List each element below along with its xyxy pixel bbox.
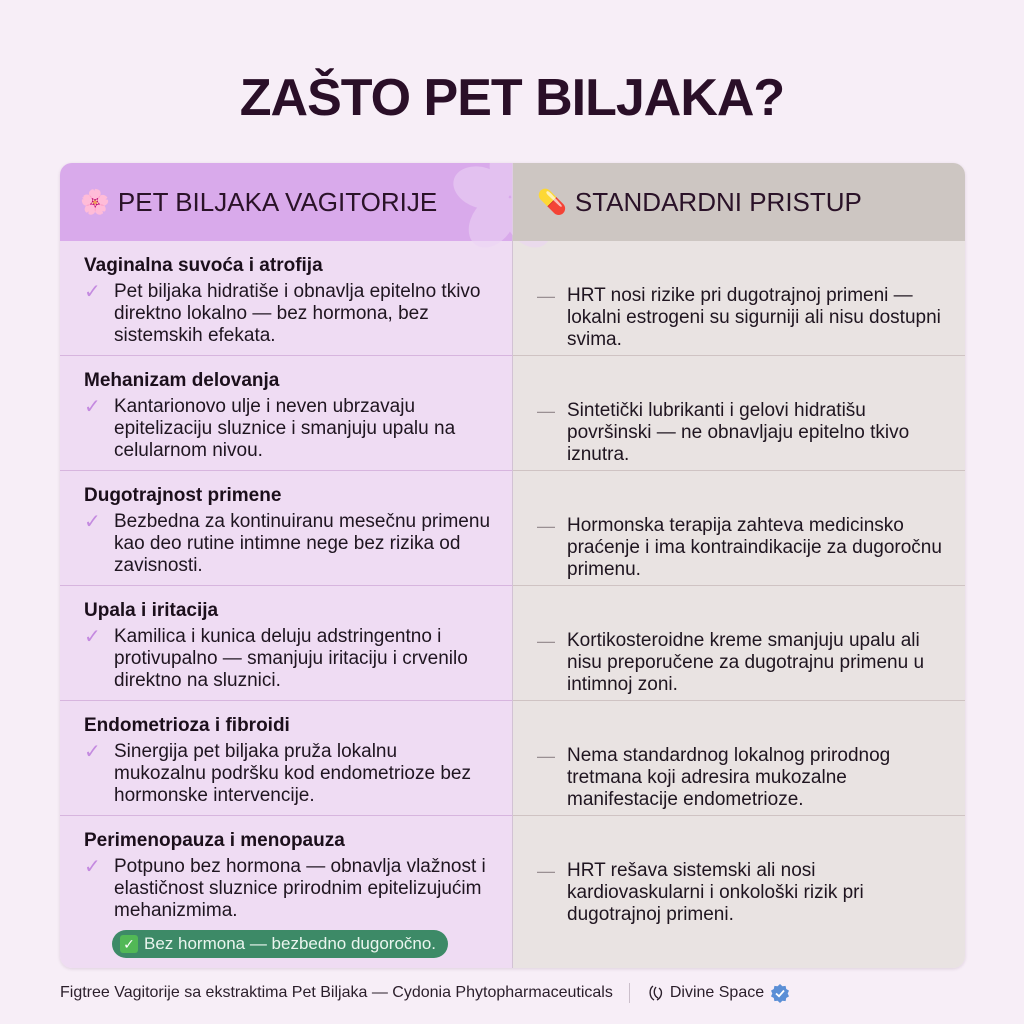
row-title: Endometrioza i fibroidi	[84, 715, 290, 736]
verified-badge-icon	[770, 983, 790, 1003]
benefit-text: Kantarionovo ulje i neven ubrzavaju epitelizaciju sluznice i smanjuju upalu na celularnom nivou.	[114, 396, 456, 461]
row-title: Dugotrajnost primene	[84, 485, 282, 506]
row-title: Perimenopauza i menopauza	[84, 830, 345, 851]
table-row	[513, 586, 965, 701]
table-row	[513, 356, 965, 471]
standard-text: HRT rešava sistemski ali nosi kardiovaskularni i onkološki rizik pri dugotrajnoj primeni.	[567, 860, 864, 925]
dash-icon: —	[537, 631, 555, 651]
check-box-icon: ✓	[120, 935, 138, 953]
row-title: Mehanizam delovanja	[84, 370, 280, 391]
table-row	[60, 701, 512, 816]
standard-text: Nema standardnog lokalnog prirodnog tretmana koji adresira mukozalne manifestacije endometrioze.	[567, 745, 891, 810]
source-text: Figtree Vagitorije sa ekstraktima Pet Biljaka — Cydonia Phytopharmaceuticals	[60, 984, 613, 1001]
benefit-text: Pet biljaka hidratiše i obnavlja epitelno tkivo direktno lokalno — bez hormona, bez sistemskih efekata.	[114, 281, 481, 346]
brand	[646, 983, 794, 1003]
hormone-free-badge	[112, 930, 448, 958]
divider	[629, 983, 630, 1003]
standard-text: Sintetički lubrikanti i gelovi hidratišu površinski — ne obnavljaju epitelno tkivo iznutra.	[567, 400, 910, 465]
check-icon: ✓	[84, 396, 101, 418]
benefit-text: Kamilica i kunica deluju adstringentno i protivupalno — smanjuju iritaciju i crvenilo direktno na sluznici.	[114, 626, 468, 691]
benefit-text: Potpuno bez hormona — obnavlja vlažnost i elastičnost sluznice prirodnim epitelizujućim mehanizmima.	[114, 856, 486, 921]
flower-icon: 🌸	[80, 188, 110, 216]
check-icon: ✓	[84, 626, 101, 648]
check-icon: ✓	[84, 741, 101, 763]
page-title: ZAŠTO PET BILJAKA?	[239, 69, 785, 127]
table-row	[513, 471, 965, 586]
comparison-table	[60, 163, 965, 968]
brand-logo-icon	[646, 983, 666, 1003]
standard-text: HRT nosi rizike pri dugotrajnoj primeni — lokalni estrogeni su sigurniji ali nisu dostupni svima.	[567, 285, 941, 350]
table-row	[60, 586, 512, 701]
dash-icon: —	[537, 401, 555, 421]
pill-icon: 💊	[537, 188, 567, 216]
column-header-label: STANDARDNI PRISTUP	[574, 186, 862, 217]
table-row	[513, 816, 965, 968]
check-icon: ✓	[84, 511, 101, 533]
standard-text: Hormonska terapija zahteva medicinsko praćenje i ima kontraindikacije za dugoročnu primenu.	[567, 515, 942, 580]
column-header-right	[513, 163, 965, 241]
dash-icon: —	[537, 516, 555, 536]
dash-icon: —	[537, 746, 555, 766]
badge-text: Bez hormona — bezbedno dugoročno.	[144, 934, 437, 953]
row-title: Upala i iritacija	[84, 600, 219, 621]
table-row	[60, 241, 512, 356]
column-pet-biljaka	[60, 163, 512, 968]
row-title: Vaginalna suvoća i atrofija	[84, 255, 323, 276]
table-row	[60, 471, 512, 586]
standard-text: Kortikosteroidne kreme smanjuju upalu ali nisu preporučene za dugotrajnu primenu u intimnoj zoni.	[567, 630, 925, 695]
check-icon: ✓	[84, 856, 101, 878]
brand-name: Divine Space	[669, 984, 765, 1001]
column-header-label: PET BILJAKA VAGITORIJE	[117, 186, 438, 217]
benefit-text: Sinergija pet biljaka pruža lokalnu mukozalnu podršku kod endometrioze bez hormonske intervencije.	[114, 741, 471, 806]
table-row	[513, 241, 965, 356]
check-icon: ✓	[84, 281, 101, 303]
table-row	[513, 701, 965, 816]
benefit-text: Bezbedna za kontinuiranu mesečnu primenu kao deo rutine intimne nege bez rizika od zavisnosti.	[114, 511, 491, 576]
column-header-left	[60, 163, 512, 241]
dash-icon: —	[537, 286, 555, 306]
dash-icon: —	[537, 861, 555, 881]
table-row	[60, 816, 512, 968]
table-row	[60, 356, 512, 471]
footer	[60, 983, 794, 1003]
column-standardni-pristup	[512, 163, 965, 968]
